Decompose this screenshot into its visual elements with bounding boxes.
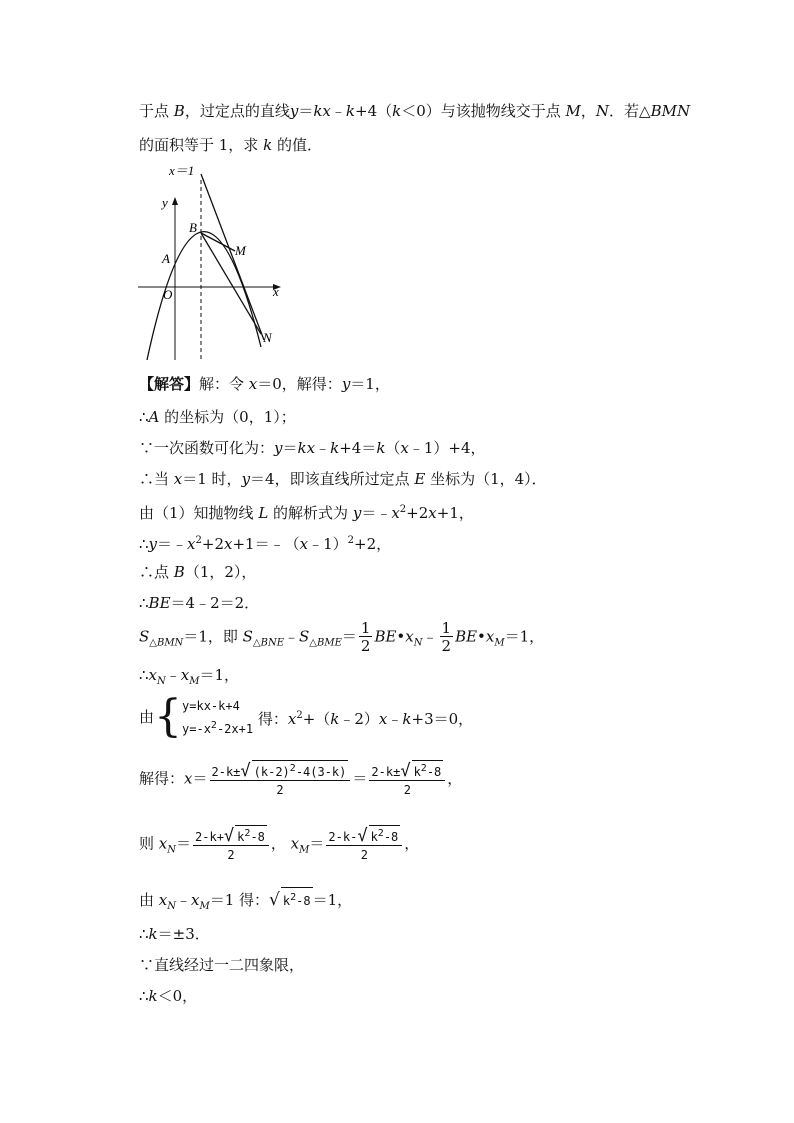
- var: y: [148, 535, 158, 553]
- subscript: N: [167, 901, 176, 912]
- text: 则: [139, 834, 159, 853]
- text: 坐标为（1，4）．: [425, 470, 547, 488]
- text: 由: [139, 708, 155, 726]
- text: ＝1，: [199, 666, 240, 684]
- solution-line-1: [139, 374, 390, 394]
- var: E: [414, 470, 426, 488]
- text: -4(3-k): [295, 765, 347, 779]
- text: ，过定点的直线: [184, 102, 290, 120]
- var-k: k: [392, 102, 402, 120]
- text: ＝: [176, 834, 192, 853]
- numerator: [326, 825, 402, 846]
- text: 解得：: [139, 769, 185, 788]
- text: ＝±3．: [157, 925, 210, 943]
- var: x: [405, 627, 414, 646]
- numerator: 1: [360, 619, 371, 637]
- text: -8: [296, 894, 311, 908]
- var: k: [148, 925, 158, 943]
- text: 的坐标为（0，1）；: [159, 408, 296, 426]
- solution-line-15: [139, 924, 210, 944]
- text: +（: [302, 709, 331, 728]
- var-N: N: [595, 102, 610, 120]
- numerator: [369, 760, 445, 781]
- text: ，: [404, 834, 420, 853]
- text: ＝: [341, 627, 357, 646]
- text: ∵一次函数可化为：: [139, 439, 275, 457]
- var: x: [299, 535, 309, 553]
- text: ＝: [282, 439, 298, 457]
- fraction: [210, 760, 351, 799]
- fraction: [369, 760, 445, 799]
- text: ＝1 时，: [182, 470, 242, 488]
- label-B: B: [189, 220, 197, 235]
- text: -8: [250, 830, 265, 844]
- var-k: k: [345, 102, 355, 120]
- text: ＝1，: [312, 891, 353, 909]
- text: -8: [383, 830, 399, 844]
- radicand: [235, 825, 267, 845]
- var-kx: kx: [313, 102, 331, 120]
- var: x: [378, 709, 388, 728]
- text: ﹣: [422, 627, 438, 646]
- var: x: [290, 834, 300, 853]
- text: 得：: [253, 709, 288, 728]
- solution-line-3: [139, 438, 486, 458]
- exponent: 2: [399, 504, 407, 515]
- radicand: [369, 825, 401, 845]
- text: ∴: [139, 594, 149, 612]
- exponent: 2: [296, 709, 303, 721]
- var: B: [173, 563, 185, 581]
- problem-line-2: [139, 135, 322, 155]
- text: ﹣: [165, 666, 181, 684]
- text: ＝: [309, 834, 325, 853]
- var: x: [187, 535, 196, 553]
- text: +2，: [354, 535, 392, 553]
- subscript: △BME: [309, 637, 342, 649]
- var: S: [299, 627, 310, 646]
- text: ﹣: [315, 439, 331, 457]
- text: ＜0）与该抛物线交于点: [401, 102, 566, 120]
- label-N: N: [263, 330, 272, 345]
- text: ∴: [139, 987, 149, 1005]
- text: ∴: [139, 535, 149, 553]
- var-BMN: BMN: [650, 102, 691, 120]
- text: ﹣2）: [339, 709, 379, 728]
- solution-line-2: [139, 407, 296, 427]
- sqrt-icon: √: [357, 826, 368, 846]
- text: -2x+1: [216, 721, 254, 736]
- text: ＝1，: [350, 375, 390, 393]
- var: x: [184, 769, 193, 788]
- var: BE: [374, 627, 397, 646]
- exponent: 2: [210, 719, 217, 731]
- text: -8: [426, 765, 442, 779]
- subscript: M: [199, 901, 210, 912]
- text: ＝﹣: [157, 535, 188, 553]
- subscript: M: [189, 676, 200, 687]
- exponent: 2: [244, 828, 251, 839]
- text: （1，2），: [184, 563, 257, 581]
- label-M: M: [235, 243, 246, 258]
- label-x: x: [273, 284, 279, 299]
- solution-line-6: [139, 531, 391, 554]
- var: x: [428, 504, 437, 522]
- text: 2-k-: [328, 830, 358, 844]
- fraction: [326, 825, 402, 864]
- text: 2-k±: [211, 765, 241, 779]
- sqrt-icon: √: [400, 761, 411, 781]
- sqrt-icon: √: [240, 761, 251, 781]
- var: y: [341, 375, 351, 393]
- exponent: 2: [420, 763, 427, 774]
- var: k: [148, 987, 158, 1005]
- solution-line-16: [139, 955, 304, 975]
- text: k: [413, 765, 421, 779]
- text: 2-k±: [371, 765, 401, 779]
- fraction: [193, 825, 269, 864]
- label-O: O: [163, 287, 173, 302]
- text: k: [237, 830, 245, 844]
- system-result: [253, 710, 473, 728]
- subscript: N: [157, 676, 166, 687]
- radicand: [281, 887, 313, 911]
- text: ﹣1）: [308, 535, 348, 553]
- text: ．若△: [609, 102, 651, 120]
- text: 于点: [139, 102, 174, 120]
- var: x: [158, 891, 168, 909]
- text: +4＝: [339, 439, 377, 457]
- text: ﹣: [330, 102, 346, 120]
- denominator: 2: [441, 637, 452, 655]
- subscript: M: [494, 637, 505, 649]
- text: 的值．: [272, 136, 322, 154]
- numerator: [193, 825, 269, 846]
- denominator: 2: [360, 637, 371, 655]
- text: （: [385, 439, 401, 457]
- text: 由（1）知抛物线: [139, 504, 259, 522]
- text: ，: [580, 102, 596, 120]
- solution-line-17: [139, 986, 197, 1006]
- var-k: k: [263, 136, 273, 154]
- text: ＝: [298, 102, 314, 120]
- var: x: [248, 375, 258, 393]
- fraction: [359, 620, 373, 655]
- var: k: [330, 709, 340, 728]
- y-axis-arrow: [172, 197, 178, 205]
- var: x: [400, 439, 409, 457]
- text: ＝1 得：: [209, 891, 270, 909]
- text: +2: [201, 535, 225, 553]
- text: +3＝0，: [411, 709, 474, 728]
- text: ∴当: [139, 470, 174, 488]
- text: ∴: [139, 666, 149, 684]
- solution-line-11: [139, 691, 474, 742]
- numerator: [210, 760, 351, 781]
- solution-line-9: [139, 620, 544, 655]
- text: 的解析式为: [268, 504, 353, 522]
- text: ，: [270, 834, 291, 853]
- text: ＝1，: [504, 627, 545, 646]
- var: x: [191, 891, 200, 909]
- var: x: [148, 666, 158, 684]
- text: k: [282, 894, 291, 908]
- text: ＝0，解得：: [257, 375, 342, 393]
- solution-line-14: [139, 887, 352, 917]
- var: kx: [297, 439, 316, 457]
- denominator: 2: [227, 848, 235, 862]
- var: k: [376, 439, 386, 457]
- text: 的面积等于 1，求: [139, 136, 264, 154]
- text: •: [477, 627, 486, 646]
- denominator: 2: [403, 783, 411, 797]
- text: 2-k+: [195, 830, 224, 844]
- var: x: [158, 834, 168, 853]
- system-row-1: y=kx-k+4: [182, 698, 240, 713]
- exponent: 2: [347, 535, 354, 546]
- text: ﹣1）+4，: [408, 439, 486, 457]
- text: ﹣: [176, 891, 192, 909]
- exponent: 2: [289, 763, 296, 774]
- solution-line-12: [139, 760, 462, 799]
- text: •: [396, 627, 406, 646]
- var: x: [224, 535, 233, 553]
- radicand: [252, 760, 349, 780]
- var: x: [287, 709, 297, 728]
- sqrt-icon: √: [269, 890, 280, 910]
- var: x: [391, 504, 400, 522]
- text: ＝﹣: [361, 504, 392, 522]
- subscript: △BMN: [149, 637, 184, 649]
- solution-line-8: [139, 593, 259, 613]
- var: k: [402, 709, 412, 728]
- text: +1＝﹣（: [232, 535, 300, 553]
- var: y: [274, 439, 283, 457]
- subscript: M: [299, 844, 310, 856]
- label-y: y: [162, 195, 168, 210]
- text: ∴: [139, 408, 149, 426]
- text: ∵直线经过一二四象限，: [139, 956, 305, 974]
- text: 由: [139, 891, 159, 909]
- var: y: [241, 470, 251, 488]
- numerator: 1: [441, 619, 452, 637]
- sqrt-icon: √: [223, 826, 235, 846]
- text: ＜0，: [157, 987, 198, 1005]
- text: ＝4﹣2＝2．: [170, 594, 260, 612]
- system-rows: [182, 696, 253, 739]
- label-A: A: [162, 251, 170, 266]
- subscript: △BNE: [252, 637, 284, 649]
- text: ∴点: [139, 563, 174, 581]
- var-y: y: [289, 102, 299, 120]
- var: BE: [148, 594, 171, 612]
- label-x-eq-1: x＝1: [169, 163, 195, 178]
- text: ＝: [352, 769, 368, 788]
- solution-line-4: [139, 469, 547, 489]
- subscript: N: [413, 637, 423, 649]
- text: +2: [406, 504, 429, 522]
- var: x: [485, 627, 495, 646]
- exponent: 2: [195, 535, 202, 546]
- text: ﹣: [387, 709, 403, 728]
- text: k: [370, 830, 378, 844]
- var: k: [330, 439, 340, 457]
- answer-tag: 【解答】: [139, 375, 200, 393]
- parabola-figure: [133, 160, 288, 365]
- text: ∴: [139, 925, 149, 943]
- subscript: N: [167, 844, 176, 856]
- fraction: [440, 620, 454, 655]
- var: x: [180, 666, 190, 684]
- var-M: M: [565, 102, 581, 120]
- var: x: [173, 470, 183, 488]
- text: ＝4，即该直线所过定点: [250, 470, 415, 488]
- text: ﹣: [284, 627, 300, 646]
- radicand: [412, 760, 444, 780]
- text: y=-x: [182, 721, 211, 736]
- text: ＝1，即: [183, 627, 243, 646]
- text: (k-2): [253, 765, 290, 779]
- var: BE: [455, 627, 478, 646]
- equation-system: [154, 691, 254, 742]
- solution-line-13: [139, 825, 419, 864]
- solution-line-10: [139, 665, 239, 692]
- system-row-2: [182, 716, 253, 739]
- text: ＝: [192, 769, 208, 788]
- text: 解：令: [199, 375, 249, 393]
- var: S: [242, 627, 253, 646]
- text: +1，: [436, 504, 474, 522]
- var: A: [148, 408, 160, 426]
- var: L: [258, 504, 269, 522]
- solution-line-5: [139, 500, 474, 523]
- problem-line-1: [139, 101, 690, 121]
- exponent: 2: [377, 828, 384, 839]
- denominator: 2: [276, 783, 284, 797]
- var: y: [352, 504, 362, 522]
- text: +4（: [355, 102, 393, 120]
- line-through-E: [201, 174, 264, 340]
- solution-line-7: [139, 562, 256, 582]
- text: ，: [447, 769, 463, 788]
- brace-icon: {: [154, 691, 183, 742]
- var: S: [139, 627, 150, 646]
- exponent: 2: [290, 892, 297, 903]
- denominator: 2: [360, 848, 368, 862]
- var-B: B: [173, 102, 185, 120]
